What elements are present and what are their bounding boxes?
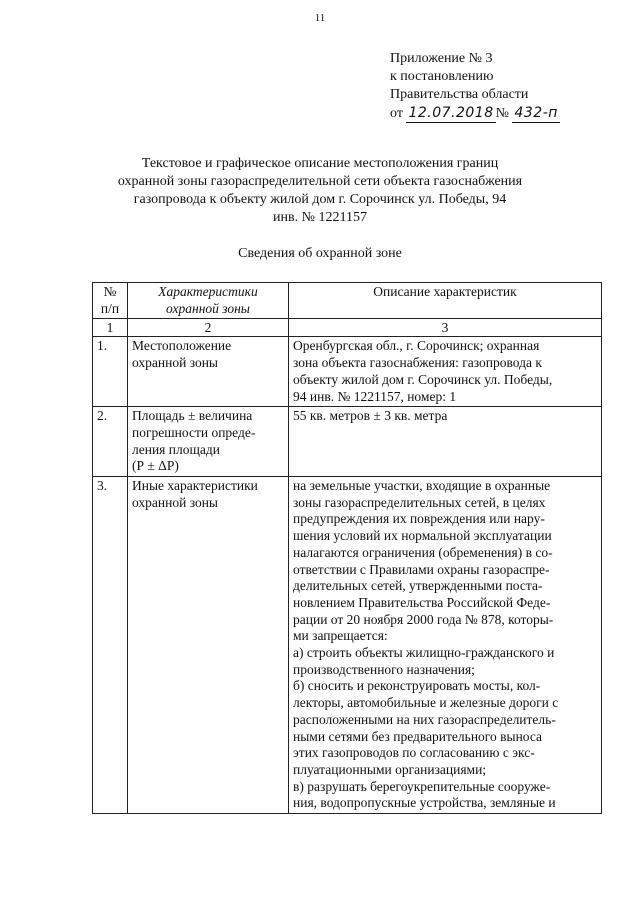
- header-desc: [289, 283, 602, 319]
- col-number-2: 2: [128, 319, 289, 337]
- char-line: (Р ± ΔР): [132, 458, 179, 474]
- desc-line: 55 кв. метров ± 3 кв. метра: [293, 408, 448, 424]
- col-number-3: 3: [289, 319, 602, 337]
- desc-line: зоны газораспределительных сетей, в целях: [293, 494, 546, 510]
- header-char: [128, 283, 289, 319]
- desc-line: шения условий их нормальной эксплуатации: [293, 528, 552, 544]
- header-num-line-1: №: [103, 284, 117, 299]
- desc-line: этих газопроводов по согласованию с экс-: [293, 745, 535, 761]
- row-char: [128, 407, 289, 477]
- section-subtitle: Сведения об охранной зоне: [238, 246, 402, 261]
- desc-line: производственного назначения;: [293, 661, 475, 677]
- desc-line: ния, водопропускные устройства, земляные и: [293, 795, 556, 811]
- header-num-line-2: п/п: [100, 300, 120, 316]
- desc-line: в) разрушать берегоукрепительные сооруже-: [293, 778, 551, 794]
- handwritten-date: 12.07.2018: [408, 105, 494, 121]
- char-line: Местоположение: [132, 338, 232, 354]
- handwritten-number: 432-п: [514, 105, 558, 121]
- number-sign: №: [495, 106, 509, 121]
- appendix-line-3: Правительства области: [390, 87, 529, 102]
- title-line-3: газопровода к объекту жилой дом г. Сорочинск ул. Победы, 94: [133, 192, 507, 207]
- desc-line: ответствии с Правилами охраны газораспре-: [293, 561, 550, 577]
- char-line: Иные характеристики: [132, 478, 258, 494]
- char-line: ления площади: [132, 441, 220, 457]
- desc-line: зона объекта газоснабжения: газопровода к: [293, 355, 542, 371]
- desc-line: расположенными на них газораспределитель-: [293, 711, 556, 727]
- appendix-line-4: [390, 104, 560, 123]
- appendix-line-1: Приложение № 3: [390, 51, 493, 66]
- column-number-row: [93, 319, 602, 337]
- header-desc-text: Описание характеристик: [373, 284, 517, 299]
- char-line: погрешности опреде-: [132, 424, 256, 440]
- table-row: [93, 407, 602, 477]
- appendix-block: [390, 50, 560, 123]
- row-num: 3.: [93, 477, 128, 814]
- desc-line: новлением Правительства Российской Феде-: [293, 594, 551, 610]
- desc-line: объекту жилой дом г. Сорочинск ул. Победы,: [293, 371, 553, 387]
- header-char-line-1: Характеристики: [158, 284, 258, 299]
- document-title: [0, 155, 640, 227]
- from-prefix: от: [390, 106, 403, 121]
- row-char: [128, 337, 289, 407]
- table-row: [93, 477, 602, 814]
- title-line-1: Текстовое и графическое описание местоположения границ: [141, 156, 499, 171]
- desc-line: налагаются ограничения (обременения) в со-: [293, 544, 553, 560]
- desc-line: 94 инв. № 1221157, номер: 1: [293, 388, 457, 404]
- row-char: [128, 477, 289, 814]
- title-line-4: инв. № 1221157: [273, 210, 367, 225]
- header-row: [93, 283, 602, 319]
- row-desc: [289, 407, 602, 477]
- row-num: 1.: [93, 337, 128, 407]
- desc-line: лекторы, автомобильные и железные дороги с: [293, 695, 559, 711]
- header-char-line-2: охранной зоны: [166, 300, 250, 316]
- char-line: охранной зоны: [132, 355, 219, 371]
- row-desc: [289, 477, 602, 814]
- desc-line: Оренбургская обл., г. Сорочинск; охранная: [293, 338, 540, 354]
- col-number-1: 1: [93, 319, 128, 337]
- char-line: Площадь ± величина: [132, 408, 253, 424]
- row-num: 2.: [93, 407, 128, 477]
- row-desc: [289, 337, 602, 407]
- desc-line: б) сносить и реконструировать мосты, кол-: [293, 678, 541, 694]
- desc-line: ными сетями без предварительного выноса: [293, 728, 543, 744]
- desc-line: предупреждения их повреждения или нару-: [293, 511, 545, 527]
- desc-line: плуатационными организациями;: [293, 761, 487, 777]
- appendix-line-2: к постановлению: [390, 69, 494, 84]
- page-number: 11: [314, 12, 326, 24]
- zone-table: [92, 282, 602, 814]
- desc-line: рации от 20 ноября 2000 года № 878, которы-: [293, 611, 554, 627]
- char-line: охранной зоны: [132, 494, 219, 510]
- table-row: [93, 337, 602, 407]
- desc-line: делительных сетей, утвержденными поста-: [293, 578, 543, 594]
- desc-line: ми запрещается:: [293, 628, 388, 644]
- desc-line: на земельные участки, входящие в охранные: [293, 478, 551, 494]
- title-line-2: охранной зоны газораспределительной сети объекта газоснабжения: [117, 174, 523, 189]
- desc-line: а) строить объекты жилищно-гражданского и: [293, 645, 555, 661]
- header-num: [93, 283, 128, 319]
